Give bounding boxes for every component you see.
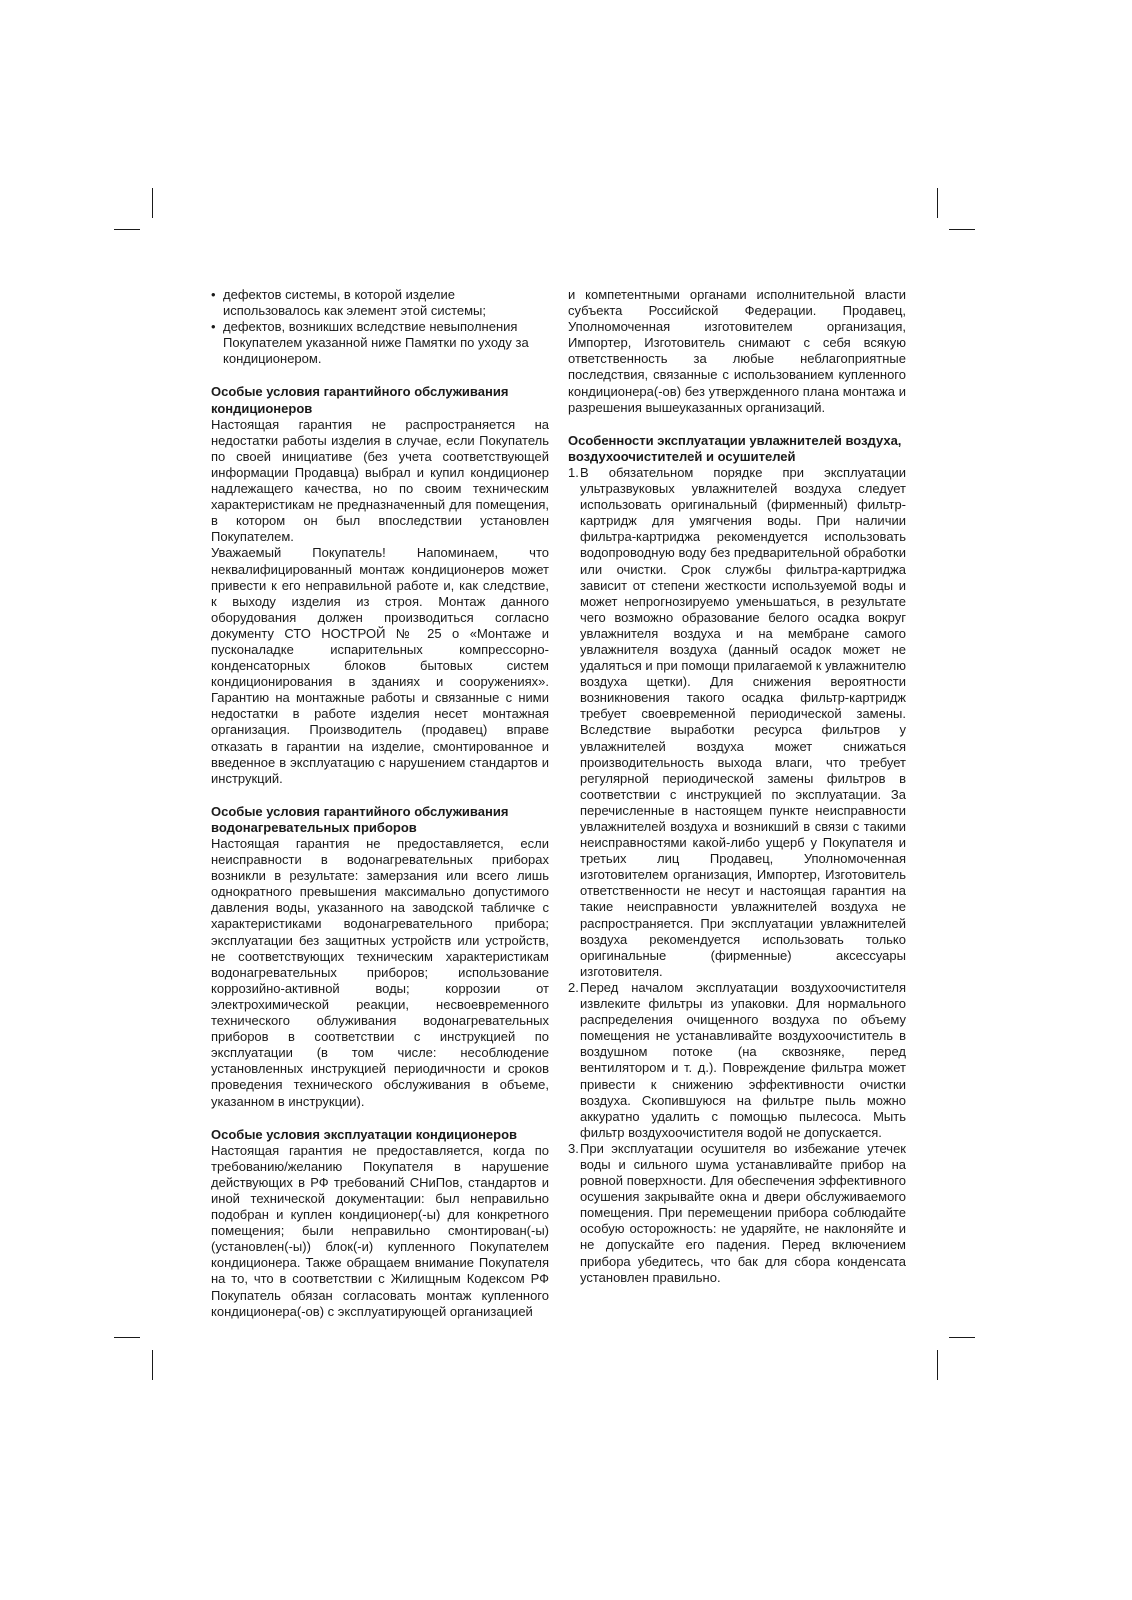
item-number: 2. [568, 979, 579, 995]
crop-mark-top-left-vertical [152, 188, 153, 218]
item-text: В обязательном порядке при эксплуатации ультразвуковых увлажнителей воздуха следует использовать оригинальный (фирменный) фильтр-картридж для умягчения воды. При наличии фильтра-картриджа рекомендуется использовать водопроводную воду без предварительной обработки или очистки. Срок службы фильтра-картриджа зависит от степени жесткости используемой воды и может непрогнозируемо уменьшаться, в результате чего возможно образование белого осадка вокруг увлажнителя воздуха и на мембране самого увлажнителя воздуха (данный осадок может не удаляться и при помощи прилагаемой к увлажнителю воздуха щетки). Для снижения вероятности возникновения такого осадка фильтр-картридж требует своевременной периодической замены. Вследствие выработки ресурса фильтров у увлажнителей воздуха может снижаться производительность выхода влаги, что требует регулярной периодической замены фильтров в соответствии с инструкцией по эксплуатации. За перечисленные в настоящем пункте неисправности увлажнителей воздуха и возникший в связи с такими неисправностями какой-либо ущерб у Покупателя и третьих лиц Продавец, Уполномоченная изготовителем организация, Импортер, Изготовитель ответственности не несут и настоящая гарантия на такие неисправности увлажнителей воздуха не распространяется. При эксплуатации увлажнителей воздуха рекомендуется использовать только оригинальные (фирменные) аксессуары изготовителя. [580, 464, 907, 979]
numbered-item [568, 465, 906, 980]
item-number: 1. [568, 464, 579, 480]
section-water-heaters [211, 804, 549, 1110]
section-paragraph: Уважаемый Покупатель! Напоминаем, что неквалифицированный монтаж кондиционеров может привести к его неправильной работе и, как следствие, к выходу изделия из строя. Монтаж данного оборудования должен производиться согласно документу СТО НОСТРОЙ № 25 о «Монтаже и пусконаладке испарительных компрессорно-конденсаторных блоков бытовых систем кондиционирования в зданиях и сооружениях». Гарантию на монтажные работы и связанные с ними недостатки в работе изделия несет монтажная организация. Производитель (продавец) вправе отказать в гарантии на изделие, смонтированное и введенное в эксплуатацию с нарушением стандартов и инструкций. [211, 545, 549, 786]
crop-mark-top-right-horizontal [949, 229, 975, 230]
section-paragraph: Настоящая гарантия не предоставляется, если неисправности в водонагревательных приборах возникли в результате: замерзания или всего лишь однократного превышения максимально допустимого давления воды, указанного на заводской табличке с характеристиками водонагревательного прибора; эксплуатации без защитных устройств или устройств, не соответствующих техническим характеристикам водонагревательных приборов; использование коррозийно-активной воды; коррозии от электрохимической реакции, несвоевременного технического облуживания водонагревательных приборов в соответствии с инструкцией по эксплуатации (в том числе: несоблюдение установленных инструкцией периодичности и сроков проведения технического обслуживания в объеме, указанном в инструкции). [211, 836, 549, 1109]
section-heading: Особые условия эксплуатации кондиционеров [211, 1126, 518, 1142]
crop-mark-top-left-horizontal [114, 229, 140, 230]
bullet-item: • дефектов, возникших вследствие невыполнения Покупателем указанной ниже Памятки по уходу за кондиционером. [211, 319, 549, 367]
section-ac-operation [211, 1127, 549, 1320]
bullet-item: • дефектов системы, в которой изделие использовалось как элемент этой системы; [211, 287, 549, 319]
section-heading: Особые условия гарантийного обслуживания водонагревательных приборов [211, 803, 509, 835]
defect-bullet-list [211, 287, 549, 367]
item-text: При эксплуатации осушителя во избежание утечек воды и сильного шума устанавливайте прибор на ровной поверхности. Для обеспечения эффективного осушения закрывайте окна и двери обслуживаемого помещения. При перемещении прибора соблюдайте особую осторожность: не ударяйте, не наклоняйте и не допускайте его падения. Перед включением прибора убедитесь, что бак для сбора конденсата установлен правильно. [580, 1140, 906, 1285]
left-column [211, 287, 549, 1320]
section-ac-warranty [211, 384, 549, 786]
section-heading: Особые условия гарантийного обслуживания кондиционеров [211, 384, 509, 416]
crop-mark-bottom-left-horizontal [114, 1337, 140, 1338]
item-text: Перед началом эксплуатации воздухоочистителя извлеките фильтры из упаковки. Для нормального распределения очищенного воздуха по объему помещения не устанавливайте воздухоочиститель в воздушном потоке (на сквозняке, перед вентилятором и т. д.). Повреждение фильтра может привести к снижению эффективности очистки воздуха. Скопившуюся на фильтре пыль можно аккуратно удалить с помощью пылесоса. Мыть фильтр воздухоочистителя водой не допускается. [580, 979, 906, 1140]
numbered-item [568, 980, 906, 1141]
crop-mark-bottom-right-horizontal [949, 1337, 975, 1338]
numbered-item [568, 1141, 906, 1286]
section-heading: Особенности эксплуатации увлажнителей воздуха, воздухоочистителей и осушителей [568, 432, 902, 464]
section-paragraph: Настоящая гарантия не распространяется на недостатки работы изделия в случае, если Покупатель по своей инициативе (без учета соответствующей информации Продавца) выбрал и купил кондиционер надлежащего качества, но по своим техническим характеристикам не предназначенный для помещения, в котором он был впоследствии установлен Покупателем. [211, 416, 549, 545]
section-humidifiers [568, 433, 906, 1286]
crop-mark-top-right-vertical [937, 188, 938, 218]
section-paragraph: Настоящая гарантия не предоставляется, когда по требованию/желанию Покупателя в нарушение действующих в РФ требований СНиПов, стандартов и иной технической документации: был неправильно подобран и куплен кондиционер(-ы) для конкретного помещения; были неправильно смонтирован(-ы) (установлен(-ы)) блок(-и) купленного Покупателем кондиционера. Также обращаем внимание Покупателя на то, что в соответствии с Жилищным Кодексом РФ Покупатель обязан согласовать монтаж купленного кондиционера(-ов) с эксплуатирующей организацией [211, 1142, 549, 1319]
humidifier-numbered-list [568, 465, 906, 1286]
crop-mark-bottom-right-vertical [937, 1350, 938, 1380]
continuation-paragraph: и компетентными органами исполнительной власти субъекта Российской Федерации. Продавец, Уполномоченная изготовителем организация, Импортер, Изготовитель снимают с себя всякую ответственность за любые неблагоприятные последствия, связанные с использованием купленного кондиционера(-ов) без утвержденного плана монтажа и разрешения вышеуказанных организаций. [568, 287, 906, 415]
item-number: 3. [568, 1140, 579, 1156]
right-column [568, 287, 906, 1286]
crop-mark-bottom-left-vertical [152, 1350, 153, 1380]
